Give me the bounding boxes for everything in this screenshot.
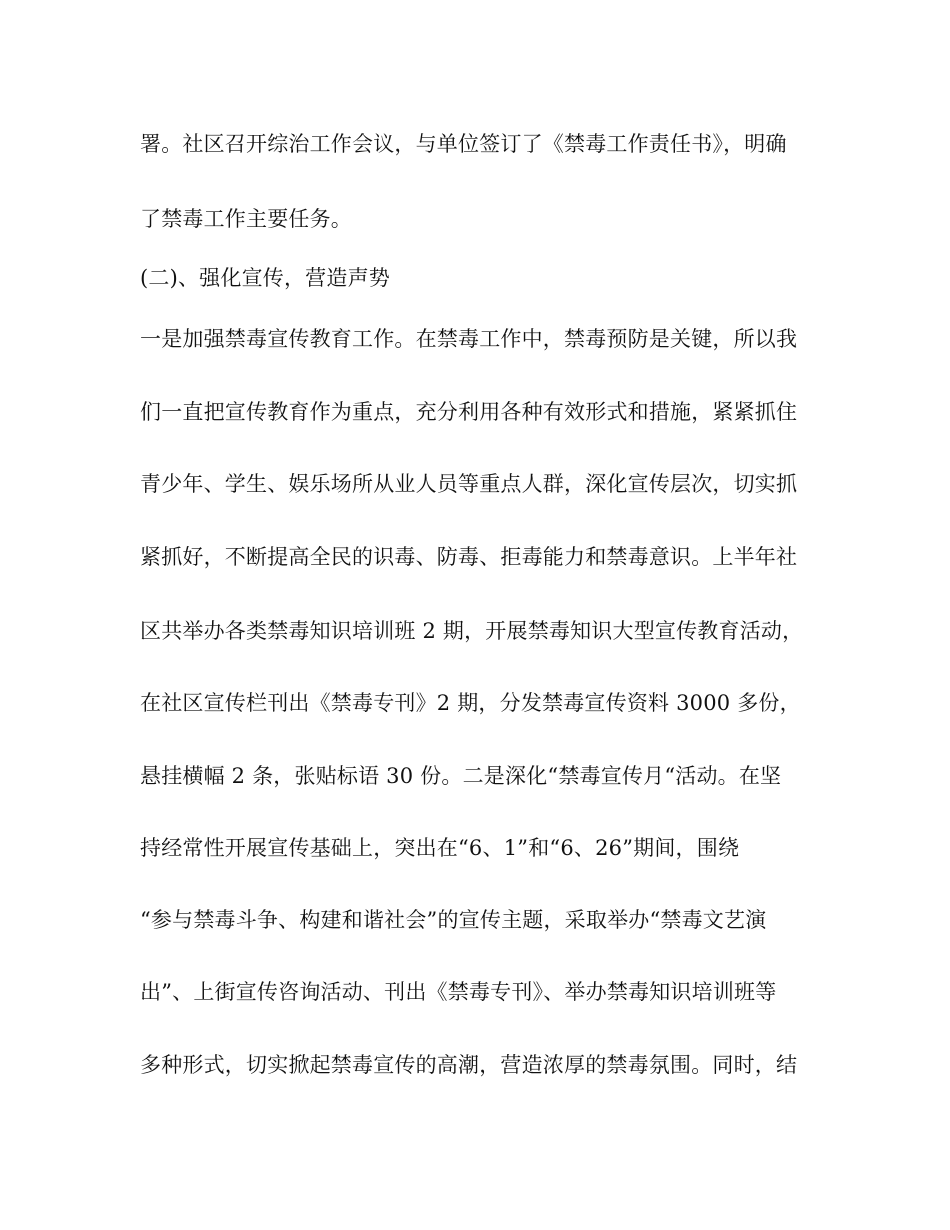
text-line: 区共举办各类禁毒知识培训班 2 期，开展禁毒知识大型宣传教育活动， bbox=[140, 619, 804, 643]
text-line: 一是加强禁毒宣传教育工作。在禁毒工作中，禁毒预防是关键，所以我 bbox=[140, 327, 798, 351]
text-line: 青少年、学生、娱乐场所从业人员等重点人群，深化宣传层次，切实抓 bbox=[140, 472, 798, 496]
text-line: 持经常性开展宣传基础上，突出在“6、1”和“6、26”期间，围绕 bbox=[140, 836, 740, 860]
text-line: 多种形式，切实掀起禁毒宣传的高潮，营造浓厚的禁毒氛围。同时，结 bbox=[140, 1053, 798, 1077]
text-line: 悬挂横幅 2 条，张贴标语 30 份。二是深化“禁毒宣传月“活动。在坚 bbox=[140, 764, 782, 788]
text-line: 在社区宣传栏刊出《禁毒专刊》2 期，分发禁毒宣传资料 3000 多份， bbox=[140, 691, 801, 715]
text-line: 了禁毒工作主要任务。 bbox=[140, 207, 352, 231]
text-line: 们一直把宣传教育作为重点，充分利用各种有效形式和措施，紧紧抓住 bbox=[140, 400, 798, 424]
text-line: 紧抓好，不断提高全民的识毒、防毒、拒毒能力和禁毒意识。上半年社 bbox=[140, 545, 798, 569]
section-heading: (二)、强化宣传，营造声势 bbox=[140, 266, 390, 290]
text-line: “参与禁毒斗争、构建和谐社会”的宣传主题，采取举办“禁毒文艺演 bbox=[140, 908, 767, 932]
text-line: 出”、上街宣传咨询活动、刊出《禁毒专刊》、举办禁毒知识培训班等 bbox=[140, 980, 777, 1004]
text-line: 署。社区召开综治工作会议，与单位签订了《禁毒工作责任书》，明确 bbox=[140, 132, 787, 156]
